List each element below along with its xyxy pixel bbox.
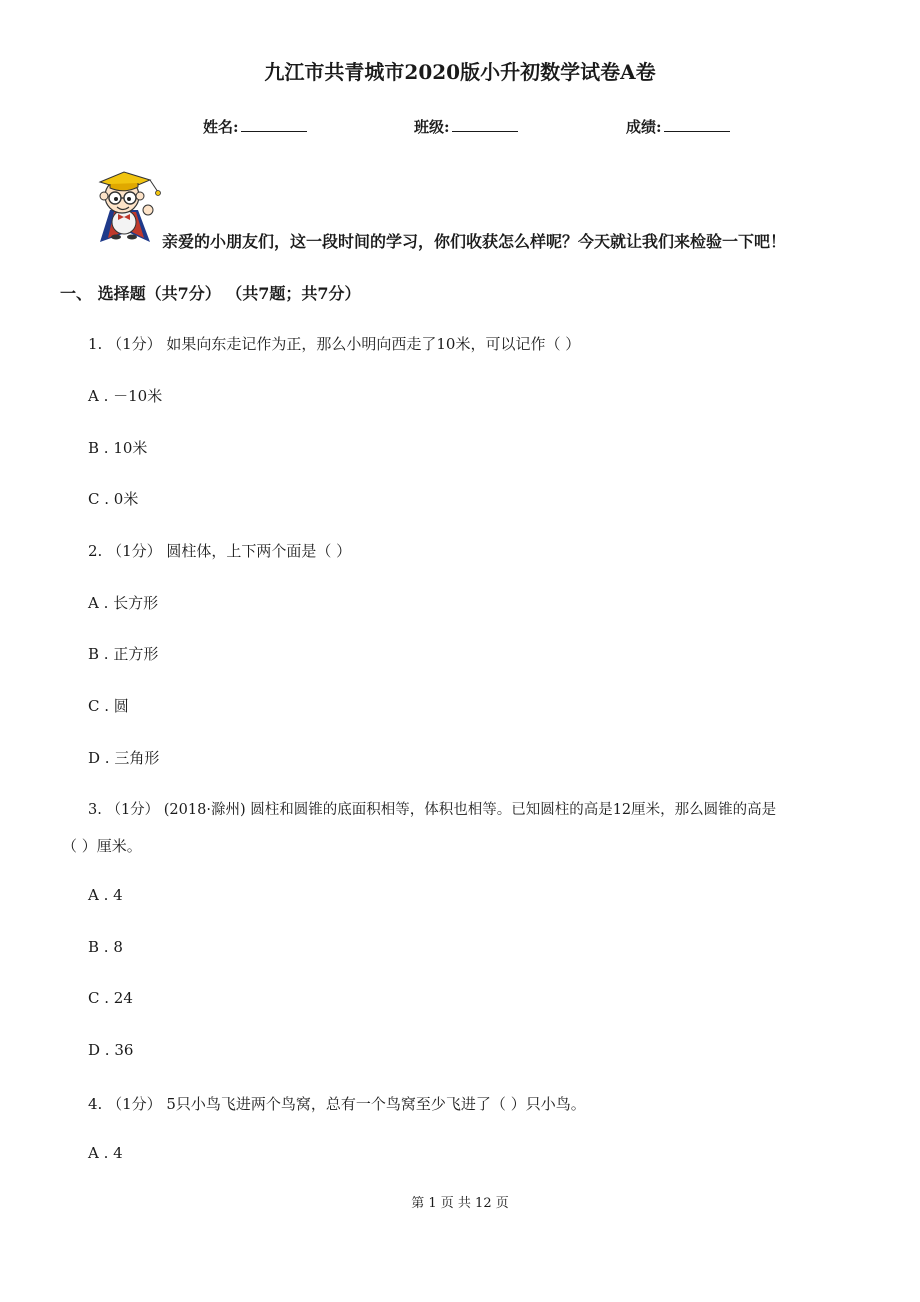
question-2-option-b: B . 正方形 bbox=[88, 645, 159, 663]
question-2-option-c: C . 圆 bbox=[88, 697, 129, 715]
question-2-stem: 2. （1分） 圆柱体，上下两个面是（ ） bbox=[88, 542, 352, 560]
mascot-doctor-icon bbox=[88, 166, 168, 246]
score-blank-line bbox=[664, 117, 730, 132]
score-field bbox=[626, 116, 730, 137]
question-4-option-a: A . 4 bbox=[88, 1144, 123, 1162]
question-3-stem-continued: （ ）厘米。 bbox=[62, 837, 142, 855]
question-3-option-c: C . 24 bbox=[88, 989, 133, 1007]
question-3-option-b: B . 8 bbox=[88, 938, 123, 956]
name-label: 姓名: bbox=[203, 118, 239, 136]
class-field bbox=[414, 116, 518, 137]
page-footer: 第 1 页 共 12 页 bbox=[411, 1196, 509, 1211]
question-1-option-c: C . 0米 bbox=[88, 490, 139, 508]
section-heading: 一、 选择题（共7分） （共7题；共7分） bbox=[60, 284, 361, 303]
name-field bbox=[203, 116, 307, 137]
name-blank-line bbox=[241, 117, 307, 132]
exam-title: 九江市共青城市2020版小升初数学试卷A卷 bbox=[264, 60, 656, 84]
question-3-option-d: D . 36 bbox=[88, 1041, 134, 1059]
question-3-option-a: A . 4 bbox=[88, 886, 123, 904]
class-blank-line bbox=[452, 117, 518, 132]
score-label: 成绩: bbox=[626, 118, 662, 136]
question-1-stem: 1. （1分） 如果向东走记作为正，那么小明向西走了10米，可以记作（ ） bbox=[88, 335, 581, 353]
question-4-stem: 4. （1分） 5只小鸟飞进两个鸟窝，总有一个鸟窝至少飞进了（ ）只小鸟。 bbox=[88, 1095, 586, 1113]
question-3-stem: 3. （1分） (2018·滁州) 圆柱和圆锥的底面积相等，体积也相等。已知圆柱的高是12厘米，那么圆锥的高是 bbox=[88, 802, 777, 818]
question-2-option-d: D . 三角形 bbox=[88, 749, 160, 767]
greeting-text: 亲爱的小朋友们，这一段时间的学习，你们收获怎么样呢？今天就让我们来检验一下吧！ bbox=[162, 232, 787, 251]
class-label: 班级: bbox=[414, 118, 450, 136]
question-1-option-a: A . －10米 bbox=[88, 387, 163, 405]
question-2-option-a: A . 长方形 bbox=[88, 594, 159, 612]
question-1-option-b: B . 10米 bbox=[88, 439, 148, 457]
